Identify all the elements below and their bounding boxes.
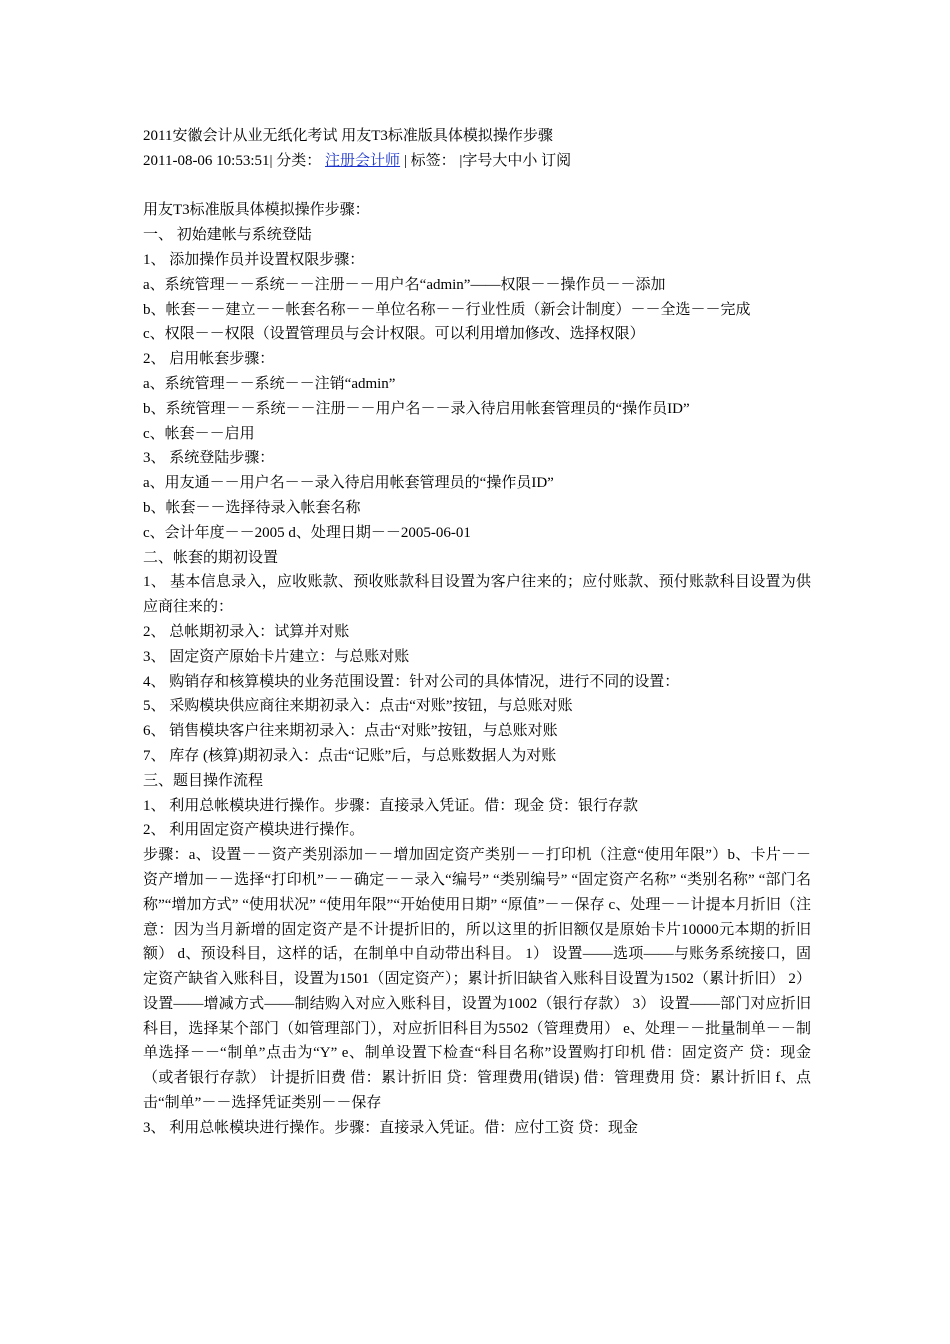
step-line: 1、 基本信息录入，应收账款、预收账款科目设置为客户往来的；应付账款、预付账款科目设置为供应商往来的： bbox=[143, 574, 811, 616]
font-size-control[interactable]: |字号大中小 bbox=[459, 152, 538, 169]
step-line: c、会计年度－－2005 d、处理日期－－2005-06-01 bbox=[143, 524, 471, 541]
steps-paragraph: 步骤：a、设置－－资产类别添加－－增加固定资产类别－－打印机（注意“使用年限”）b、卡片－－资产增加－－选择“打印机”－－确定－－录入“编号” “类别编号” “固定资产名称” “类别名称” “部门名称”“增加方式” “使用状况” “使用年限”“开始使用日期” “原值”－－保存 c、处理－－计提本月折旧（注意：因为当月新增的固定资产是不计提折旧的，所以这里的折旧额仅是原始卡片10000元本期的折旧额） d、预设科目，这样的话，在制单中自动带出科目。 1） 设置——选项——与账务系统接口，固定资产缺省入账科目，设置为1501（固定资产）；累计折旧缺省入账科目设置为1502（累计折旧） 2） 设置——增减方式——制结购入对应入账科目，设置为1002（银行存款） 3） 设置——部门对应折旧科目，选择某个部门（如管理部门），对应折旧科目为5502（管理费用） e、处理－－批量制单－－制单选择－－“制单”点击为“Y” e、制单设置下检查“科目名称”设置购打印机 借：固定资产 贷：现金（或者银行存款） 计提折旧费 借：累计折旧 贷：管理费用(错误) 借：管理费用 贷：累计折旧 f、点击“制单”－－选择凭证类别－－保存 bbox=[143, 847, 811, 1112]
subscribe-link[interactable]: 订阅 bbox=[541, 152, 572, 169]
blank-line bbox=[143, 174, 811, 199]
article-title: 2011安徽会计从业无纸化考试 用友T3标准版具体模拟操作步骤 bbox=[143, 128, 553, 144]
section-heading-1: 一、 初始建帐与系统登陆 bbox=[143, 227, 312, 244]
step-line: 2、 利用固定资产模块进行操作。 bbox=[143, 822, 365, 839]
step-line: c、帐套－－启用 bbox=[143, 425, 255, 442]
meta-separator: | bbox=[403, 152, 407, 169]
step-line: 5、 采购模块供应商往来期初录入：点击“对账”按钮，与总账对账 bbox=[143, 698, 573, 715]
step-line: 3、 固定资产原始卡片建立：与总账对账 bbox=[143, 648, 410, 665]
step-line: 2、 启用帐套步骤： bbox=[143, 351, 275, 368]
step-line: 1、 添加操作员并设置权限步骤： bbox=[143, 251, 365, 268]
step-line: a、系统管理－－系统－－注销“admin” bbox=[143, 375, 396, 392]
intro-heading: 用友T3标准版具体模拟操作步骤： bbox=[143, 202, 370, 219]
step-line: c、权限－－权限（设置管理员与会计权限。可以利用增加修改、选择权限） bbox=[143, 326, 645, 343]
step-line: 4、 购销存和核算模块的业务范围设置：针对公司的具体情况，进行不同的设置： bbox=[143, 673, 680, 690]
article-meta bbox=[143, 149, 811, 174]
document-page bbox=[143, 124, 811, 1141]
section-heading-2: 二、帐套的期初设置 bbox=[143, 549, 279, 566]
post-date: 2011-08-06 10:53:51| bbox=[143, 152, 273, 169]
step-line: b、帐套－－建立－－帐套名称－－单位名称－－行业性质（新会计制度）－－全选－－完成 bbox=[143, 301, 751, 318]
step-line: b、帐套－－选择待录入帐套名称 bbox=[143, 499, 361, 516]
step-line: b、系统管理－－系统－－注册－－用户名－－录入待启用帐套管理员的“操作员ID” bbox=[143, 400, 690, 417]
step-line: 3、 系统登陆步骤： bbox=[143, 450, 275, 467]
step-line: 7、 库存 (核算)期初录入：点击“记账”后，与总账数据人为对账 bbox=[143, 747, 557, 764]
step-line: 2、 总帐期初录入：试算并对账 bbox=[143, 623, 350, 640]
tag-label: 标签： bbox=[410, 152, 456, 169]
step-line: a、用友通－－用户名－－录入待启用帐套管理员的“操作员ID” bbox=[143, 475, 554, 492]
category-link[interactable]: 注册会计师 bbox=[325, 152, 401, 169]
section-heading-3: 三、题目操作流程 bbox=[143, 772, 264, 789]
category-label: 分类： bbox=[276, 152, 322, 169]
step-line: 6、 销售模块客户往来期初录入：点击“对账”按钮，与总账对账 bbox=[143, 723, 558, 740]
step-line: 1、 利用总帐模块进行操作。步骤：直接录入凭证。借：现金 贷：银行存款 bbox=[143, 797, 639, 814]
step-line: 3、 利用总帐模块进行操作。步骤：直接录入凭证。借：应付工资 贷：现金 bbox=[143, 1119, 639, 1136]
step-line: a、系统管理－－系统－－注册－－用户名“admin”——权限－－操作员－－添加 bbox=[143, 276, 666, 293]
